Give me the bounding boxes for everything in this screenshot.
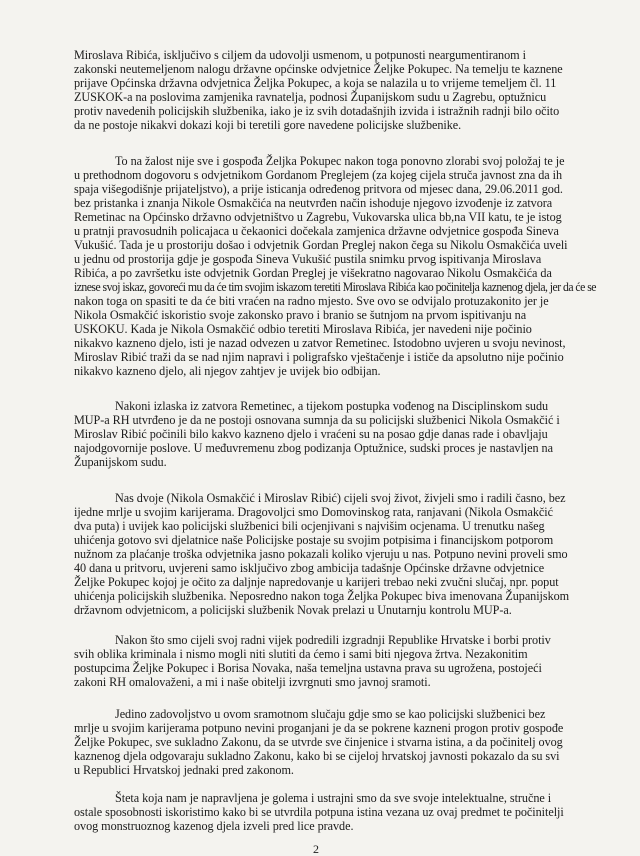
text-line: Miroslav Ribić traži da se nad njim napravi i poligrafsko vještačenje i ističe da apsolutno nije počinio [74,350,564,364]
text-line: bez pristanka i znanja Nikole Osmakčića na neutvrđen način ishoduje njegovo izvođenje iz zatvora [74,196,553,210]
text-line: zakoni RH omalovaženi, a mi i naše obitelji izvrgnuti smo javnoj sramoti. [74,675,431,689]
text-line: 40 dana u pritvoru, uvjereni samo isključivo zbog ambicija tadašnje Općinske državne odvjetnice [74,561,545,575]
text-line: MUP-a RH utvrđeno je da ne postoji osnovana sumnja da su policijski službenici Nikola Osmakčić i [74,413,560,427]
text-line: Željke Pokupec kojoj je očito za daljnje napredovanje u karijeri trebao neki zvučni slučaj, npr. poput [74,575,559,589]
text-line: Nakon što smo cijeli svoj radni vijek podredili izgradnji Republike Hrvatske i borbi protiv [115,633,551,647]
text-line: Miroslava Ribića, isključivo s ciljem da udovolji usmenom, u potpunosti neargumentiranom i [74,48,526,62]
text-line: iznese svoj iskaz, govoreći mu da će tim svojim iskazom teretiti Miroslava Ribića kao počinitelja kaznenog djela, jer da će se [74,280,596,294]
text-line: ijedne mrlje u svojim karijerama. Dragovoljci smo Domovinskog rata, ranjavani (Nikola Osmakčić [74,505,553,519]
text-line: Šteta koja nam je napravljena je golema i ustrajni smo da sve svoje intelektualne, stručne i [115,791,552,805]
page-number: 2 [313,842,319,856]
text-line: prijave Općinska državna odvjetnica Željka Pokupec, a koja se nalazila u to vrijeme temeljem čl. 11 [74,76,557,90]
text-line: Županijskom sudu. [74,455,167,469]
text-line: uhićenja gotovo svi djelatnice naše Policijske postaje su svojim potpisima i financijskom potporom [74,533,554,547]
text-line: Vukušić. Tada je u prostoriju došao i odvjetnik Gordan Preglej nakon čega su Nikolu Osmakčića uveli [74,238,568,252]
text-line: državnom odvjetnicom, a policijski službenik Novak prelazi u Unutarnju kontrolu MUP-a. [74,603,512,617]
text-line: Remetinac na Općinsko državno odvjetništvo u Zagrebu, Vukovarska ulica bb,na VII katu, te je istog [74,210,562,224]
text-line: Nikola Osmakčić iskoristio svoje zakonsko pravo i branio se šutnjom na prvom ispitivanju na [74,308,527,322]
text-line: nakon toga on spasiti te da će biti vraćen na radno mjesto. Sve ovo se odvijalo protuzakonito jer je [74,294,549,308]
text-line: zakonski neutemeljenom nalogu državne općinske odvjetnice Željke Pokupec. Na temelju te kaznene [74,62,563,76]
text-line: najodgovornije poslove. U međuvremenu zbog podizanja Optužnice, sudski proces je nastavljen na [74,441,553,455]
text-line: Miroslav Ribić počinili bilo kakvo kazneno djelo i vraćeni su na posao gdje danas rade i obavljaju [74,427,548,441]
text-line: u jednu od prostorija gdje je gospođa Sineva Vukušić pustila snimku prvog ispitivanja Miroslava [74,252,542,266]
text-line: protiv navedenih policijskih službenika, iako je iz svih dotadašnjih izvida i istražnih radnji bilo očito [74,104,560,118]
text-line: nužnom za plaćanje troška odvjetnika jasno pokazali koliko vjeruju u nas. Potpuno nevini proveli smo [74,547,568,561]
text-line: USKOKU. Kada je Nikola Osmakčić odbio teretiti Miroslava Ribića, jer navedeni nije počinio [74,322,532,336]
text-line: Nas dvoje (Nikola Osmakčić i Miroslav Ribić) cijeli svoj život, živjeli smo i radili časno, bez [115,491,566,505]
text-line: mrlje u svojim karijerama potpuno nevini proganjani je da se pokrene kazneni progon protiv gospođe [74,721,564,735]
text-line: u prethodnom dogovoru s odvjetnikom Gordanom Preglejem (za kojeg cijela struča javnost zna da ih [74,168,562,182]
text-line: u Republici Hrvatskoj jednaki pred zakonom. [74,763,294,777]
text-line: svih oblika kriminala i nismo mogli niti slutiti da ćemo i sami biti njegova žrtva. Nezakonitim [74,647,528,661]
text-line: ostale sposobnosti iskoristimo kako bi se utvrdila potpuna istina vezana uz ovaj predmet te počinitelji [74,805,564,819]
text-line: To na žalost nije sve i gospođa Željka Pokupec nakon toga ponovno zlorabi svoj položaj te je [115,154,565,168]
text-line: ovog monstruoznog kazenog djela izveli pred lice pravde. [74,819,354,833]
text-line: dva puta) i uvijek kao policijski službenici bili ocjenjivani s najvišim ocjenama. U trenutku našeg [74,519,545,533]
text-line: Jedino zadovoljstvo u ovom sramotnom slučaju gdje smo se kao policijski službenici bez [115,707,546,721]
text-line: u pratnji pravosudnih policajaca u čekaonici dočekala zamjenica državne odvjetnice gospođa Sineva [74,224,559,238]
text-line: spaja višegodišnje prijateljstvo), a prije isticanja određenog pritvora od mjesec dana, 29.06.2011 god. [74,182,563,196]
text-line: postupcima Željke Pokupec i Borisa Novaka, naša temeljna ustavna prava su ugrožena, postojeći [74,661,542,675]
text-line: nikakvo kazneno djelo, isti je nazad odvezen u zatvor Remetinec. Istodobno uvjeren u svoju nevinost, [74,336,566,350]
text-line: uhićenja policijskih službenika. Neposredno nakon toga Željka Pokupec biva imenovana Županijskom [74,589,570,603]
text-line: ZUSKOK-a na poslovima zamjenika ravnatelja, podnosi Županijskom sudu u Zagrebu, optužnicu [74,90,547,104]
text-line: Nakoni izlaska iz zatvora Remetinec, a tijekom postupka vođenog na Disciplinskom sudu [115,399,549,413]
text-line: kaznenog djela odgovaraju sukladno Zakonu, kako bi se cijeloj hrvatskoj javnosti pokazalo da su svi [74,749,560,763]
text-line: nikakvo kazneno djelo, ali njegov zahtjev je uvijek bio odbijan. [74,364,381,378]
text-line: da ne postoje nikakvi dokazi koji bi teretili gore navedene policijske službenike. [74,118,462,132]
text-line: Ribića, a po završetku iste odvjetnik Gordan Preglej je višekratno nagovarao Nikolu Osmakčića da [74,266,552,280]
text-line: Željke Pokupec, sve sukladno Zakonu, da se utvrde sve činjenice i stvarna istina, a da počinitelj ovog [74,735,563,749]
